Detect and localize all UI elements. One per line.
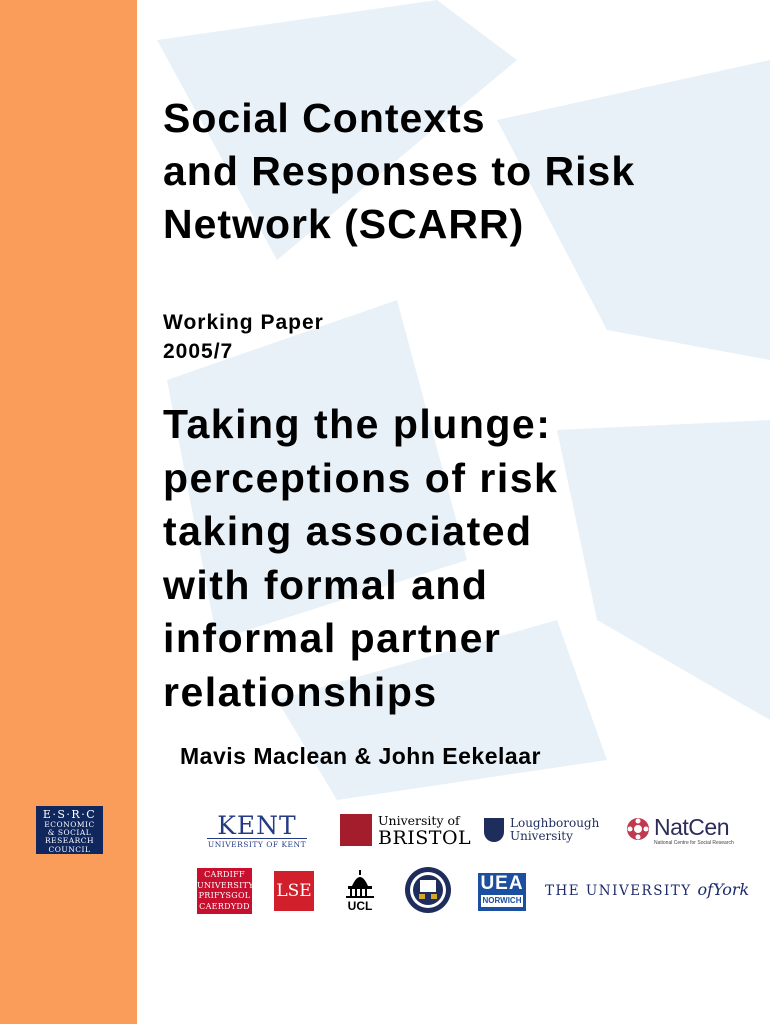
kent-logo-name: KENT [207,814,307,839]
esrc-logo-text: RESEARCH [44,836,95,846]
paper-title-line: Taking the plunge: [163,401,552,447]
cardiff-logo-text: UNIVERSITY [197,880,254,890]
loughborough-shield-icon [484,818,504,842]
bristol-logo-line2: BRISTOL [378,827,472,849]
esrc-logo [36,806,103,854]
uea-logo-name: UEA [480,873,524,894]
uea-logo [478,873,526,911]
ucl-logo-text: UCL [347,899,373,913]
paper-title-line: informal partner [163,615,502,661]
york-logo-prefix: THE UNIVERSITY [545,883,692,899]
loughborough-logo [484,816,609,846]
kent-logo [207,811,307,850]
authors: Mavis Maclean & John Eekelaar [180,743,541,769]
bristol-logo [340,812,472,849]
paper-title-line: perceptions of risk [163,454,559,501]
york-logo [545,880,750,899]
cardiff-logo-text: CAERDYDD [199,901,250,911]
esrc-logo-text: E·S·R·C [42,808,97,821]
esrc-logo-text: COUNCIL [48,844,91,854]
series-title [163,92,635,251]
bristol-crest-icon [340,814,372,846]
series-title-line: and Responses to Risk [163,148,636,194]
paper-title [163,398,558,719]
esrc-logo-text: ECONOMIC [44,820,95,829]
paper-title-line: taking associated [163,508,533,554]
ucl-dome-icon [340,868,380,898]
natcen-logo [626,816,746,848]
cardiff-logo [197,868,252,914]
working-paper-info [163,308,324,366]
york-logo-of: of [697,880,714,899]
ucl-logo [340,868,380,914]
orange-sidebar [0,0,137,1024]
bristol-logo-line1: University of [378,813,460,828]
paper-title-line: relationships [163,668,438,715]
lse-logo: LSE [274,871,314,911]
cardiff-logo-text: CARDIFF [204,870,245,879]
oxford-crest-icon [404,866,452,914]
natcen-logo-name: NatCen [654,814,729,840]
paper-title-line: with formal and [163,561,489,608]
working-paper-label: Working Paper [163,311,324,334]
cardiff-logo-text: PRIFYSGOL [198,891,251,900]
esrc-logo-text: & SOCIAL [47,828,92,838]
kent-logo-sub: UNIVERSITY OF KENT [207,840,307,849]
natcen-logo-sub: National Centre for Social Research [654,840,734,846]
loughborough-logo-line1: Loughborough [510,816,600,830]
working-paper-number: 2005/7 [163,340,234,363]
natcen-flower-icon [626,817,650,841]
uea-logo-sub: NORWICH [482,896,522,905]
loughborough-logo-line2: University [510,829,573,843]
series-title-line: Network (SCARR) [163,201,525,247]
series-title-line: Social Contexts [163,95,486,141]
york-logo-name: York [713,880,750,899]
